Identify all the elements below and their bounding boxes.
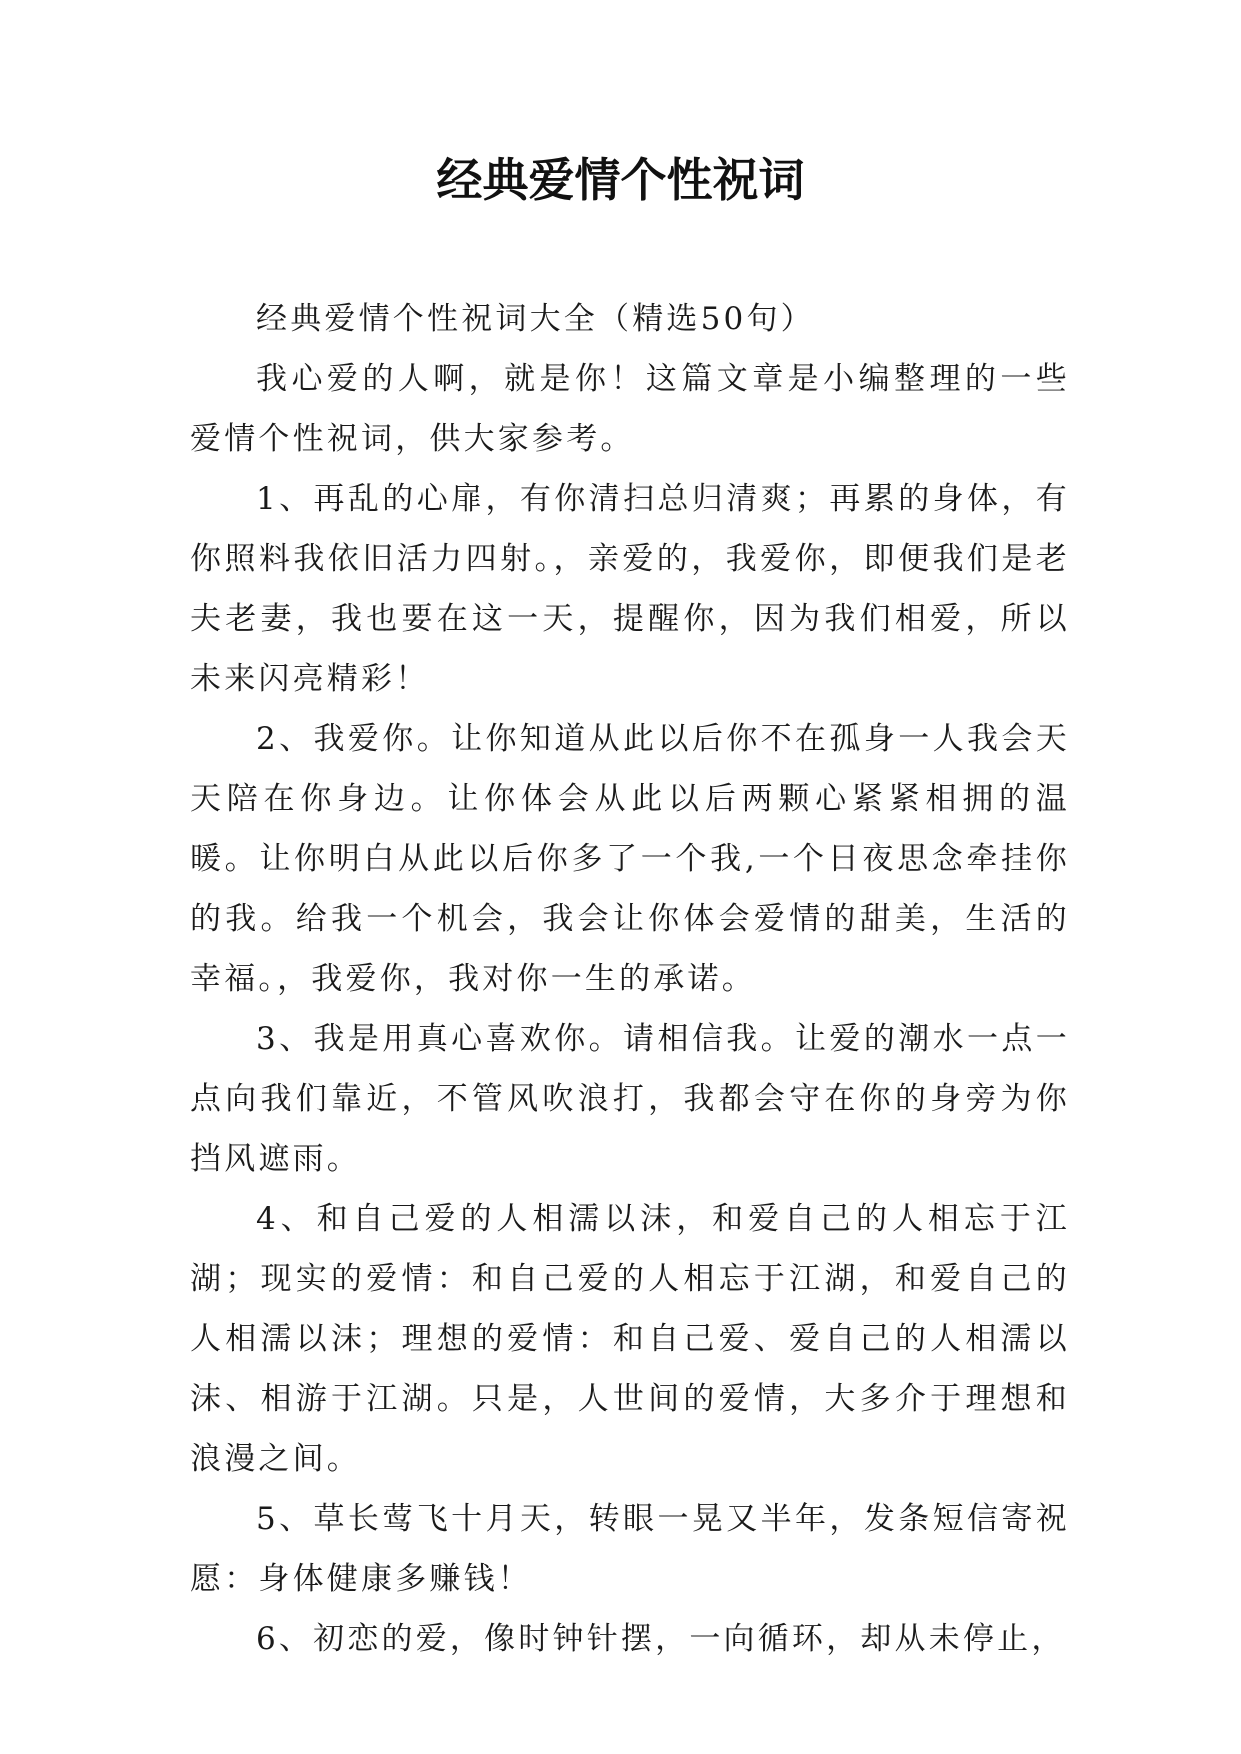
paragraph-intro: 我心爱的人啊，就是你！这篇文章是小编整理的一些爱情个性祝词，供大家参考。 bbox=[190, 361, 1070, 457]
paragraph-item-6: 6、初恋的爱，像时钟针摆，一向循环，却从未停止， bbox=[256, 1621, 1066, 1657]
paragraph-item-5: 5、草长莺飞十月天，转眼一晃又半年，发条短信寄祝愿：身体健康多赚钱！ bbox=[190, 1501, 1070, 1597]
paragraph-item-2: 2、我爱你。让你知道从此以后你不在孤身一人我会天天陪在你身边。让你体会从此以后两颗心紧紧相拥的温暖。让你明白从此以后你多了一个我,一个日夜思念牵挂你的我。给我一个机会，我会让你体会爱情的甜美，生活的幸福。，我爱你，我对你一生的承诺。 bbox=[190, 721, 1070, 997]
document-title: 经典爱情个性祝词 bbox=[436, 153, 805, 207]
paragraph-item-4: 4、和自己爱的人相濡以沫，和爱自己的人相忘于江湖；现实的爱情：和自己爱的人相忘于江湖，和爱自己的人相濡以沫；理想的爱情：和自己爱、爱自己的人相濡以沫、相游于江湖。只是，人世间的爱情，大多介于理想和浪漫之间。 bbox=[190, 1201, 1070, 1477]
document-body bbox=[190, 289, 1070, 1669]
paragraph-intro-title: 经典爱情个性祝词大全（精选50句） bbox=[256, 301, 815, 337]
paragraph-item-3: 3、我是用真心喜欢你。请相信我。让爱的潮水一点一点向我们靠近，不管风吹浪打，我都会守在你的身旁为你挡风遮雨。 bbox=[190, 1021, 1070, 1177]
paragraph-item-1: 1、再乱的心扉，有你清扫总归清爽；再累的身体，有你照料我依旧活力四射。，亲爱的，我爱你，即便我们是老夫老妻，我也要在这一天，提醒你，因为我们相爱，所以未来闪亮精彩！ bbox=[190, 481, 1070, 697]
